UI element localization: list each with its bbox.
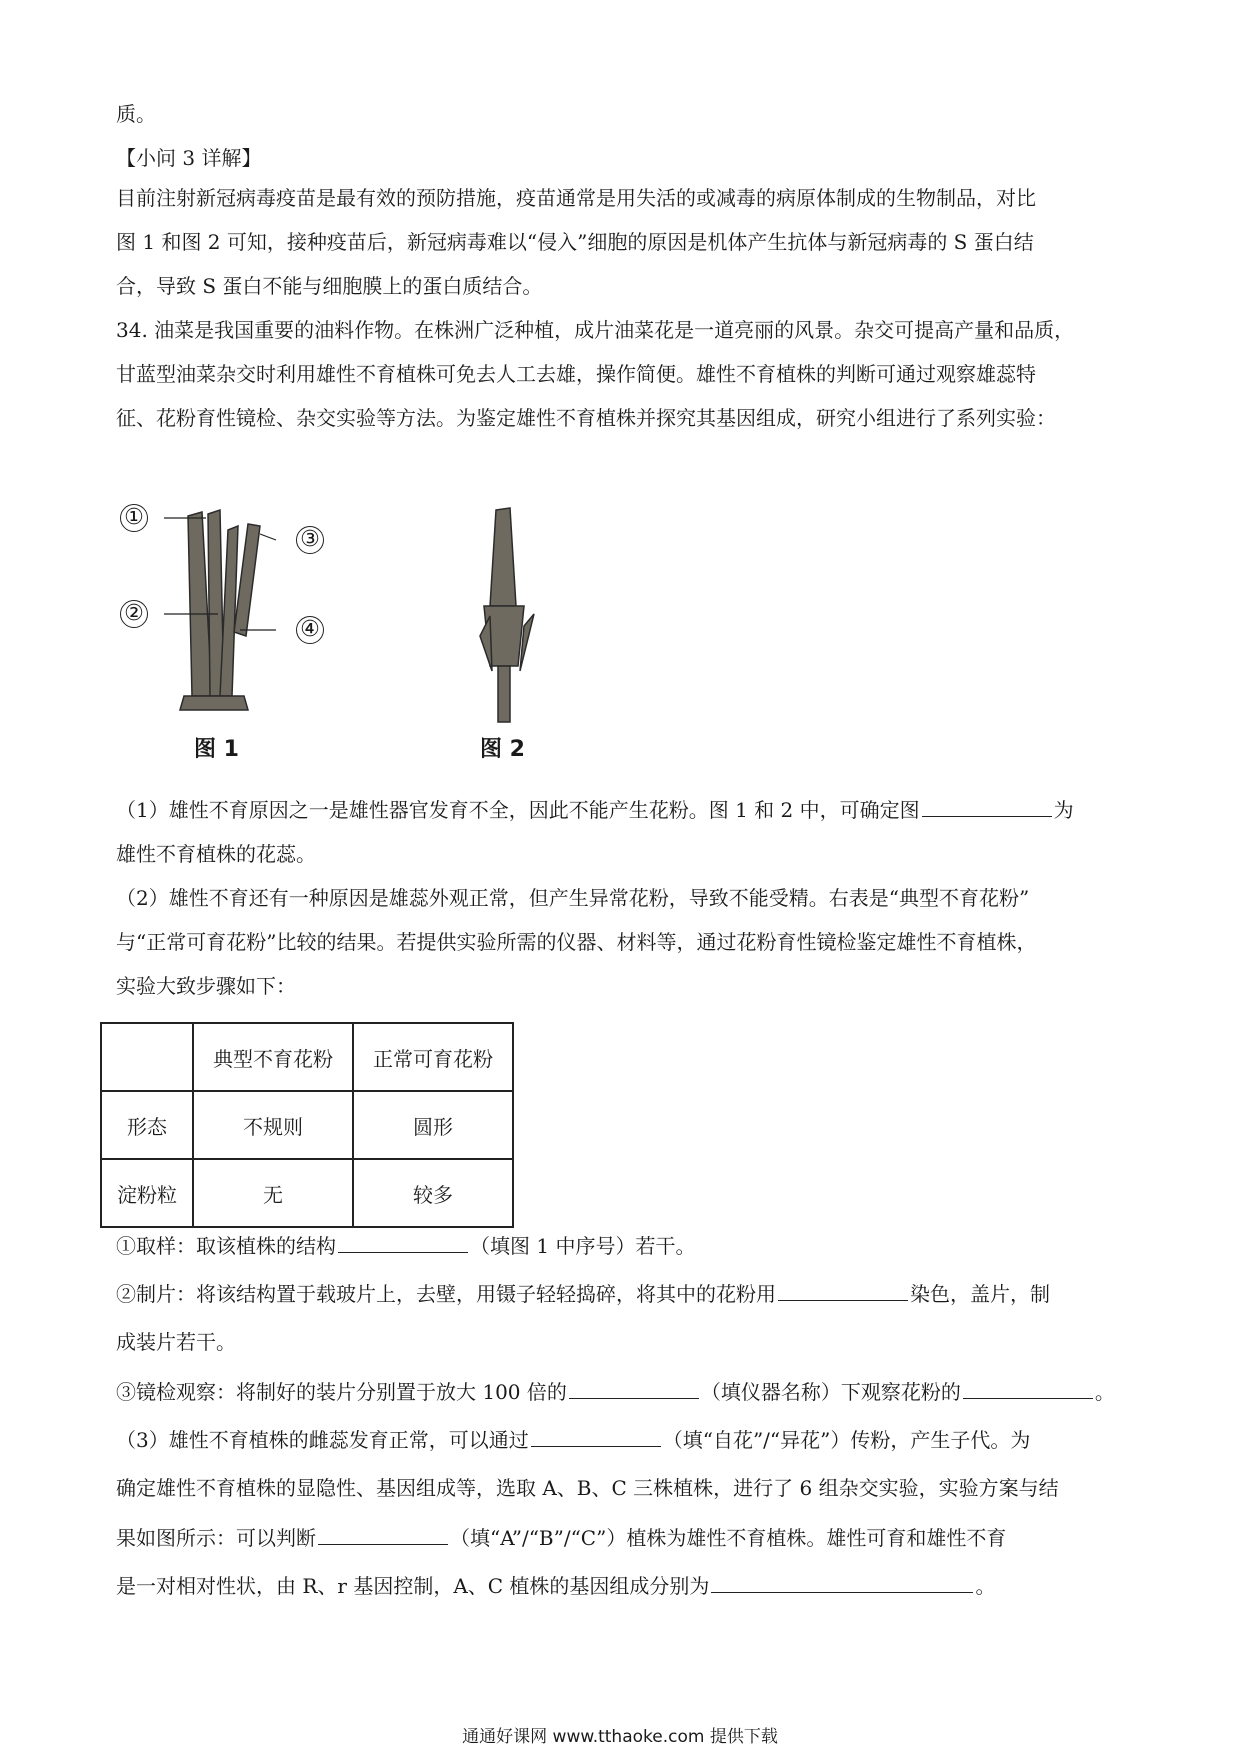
answer-blank-plant[interactable] bbox=[318, 1524, 448, 1545]
step-1-text: ①取样：取该植株的结构 bbox=[116, 1234, 336, 1258]
answer-blank-instrument[interactable] bbox=[569, 1378, 699, 1399]
marker-1: ① bbox=[120, 504, 148, 532]
text-line: 质。 bbox=[116, 102, 156, 126]
step-2-text-end: 染色，盖片，制 bbox=[910, 1282, 1050, 1306]
question-1-text: （1）雄性不育原因之一是雄性器官发育不全，因此不能产生花粉。图 1 和 2 中，可确定图 bbox=[116, 798, 920, 822]
text-line: 合，导致 S 蛋白不能与细胞膜上的蛋白质结合。 bbox=[116, 274, 543, 298]
step-3 bbox=[116, 1378, 1115, 1406]
text-line: 雄性不育植株的花蕊。 bbox=[116, 842, 316, 866]
figure-1-caption: 图 1 bbox=[194, 737, 239, 762]
question-1 bbox=[116, 796, 1074, 824]
question-3-text-end: 。 bbox=[975, 1574, 996, 1598]
footer-watermark: 通通好课网 www.tthaoke.com 提供下载 bbox=[462, 1727, 778, 1747]
text-line: 成装片若干。 bbox=[116, 1330, 236, 1354]
answer-blank-genotypes[interactable] bbox=[711, 1572, 973, 1593]
step-1 bbox=[116, 1232, 695, 1260]
step-2-text: ②制片：将该结构置于载玻片上，去壁，用镊子轻轻捣碎，将其中的花粉用 bbox=[116, 1282, 776, 1306]
marker-4: ④ bbox=[296, 616, 324, 644]
table-cell: 无 bbox=[193, 1159, 353, 1227]
step-3-text-mid: （填仪器名称）下观察花粉的 bbox=[700, 1380, 961, 1404]
table-header-cell bbox=[101, 1023, 193, 1091]
figure-2 bbox=[440, 496, 580, 766]
table-header-cell: 典型不育花粉 bbox=[193, 1023, 353, 1091]
text-line bbox=[116, 1572, 995, 1600]
figure-1 bbox=[120, 496, 350, 766]
table-cell: 不规则 bbox=[193, 1091, 353, 1159]
marker-2: ② bbox=[120, 600, 148, 628]
question-34-stem: 34. 油菜是我国重要的油料作物。在株洲广泛种植，成片油菜花是一道亮丽的风景。杂交可提高产量和品质， bbox=[116, 318, 1075, 342]
question-3-text: （3）雄性不育植株的雌蕊发育正常，可以通过 bbox=[116, 1428, 529, 1452]
question-1-text-end: 为 bbox=[1053, 798, 1074, 822]
section-heading: 【小问 3 详解】 bbox=[116, 146, 262, 170]
table-cell: 形态 bbox=[101, 1091, 193, 1159]
pollen-comparison-table bbox=[100, 1022, 514, 1228]
text-line: 征、花粉育性镜检、杂交实验等方法。为鉴定雄性不育植株并探究其基因组成，研究小组进行了系列实验： bbox=[116, 406, 1056, 430]
table-row bbox=[101, 1159, 513, 1227]
step-3-text-end: 。 bbox=[1094, 1380, 1115, 1404]
text-line: 与“正常可育花粉”比较的结果。若提供实验所需的仪器、材料等，通过花粉育性镜检鉴定雄性不育植株， bbox=[116, 930, 1037, 954]
answer-blank-structure[interactable] bbox=[338, 1232, 468, 1253]
text-line: 图 1 和图 2 可知，接种疫苗后，新冠病毒难以“侵入”细胞的原因是机体产生抗体与新冠病毒的 S 蛋白结 bbox=[116, 230, 1034, 254]
question-3-text: 是一对相对性状，由 R、r 基因控制，A、C 植株的基因组成分别为 bbox=[116, 1574, 710, 1598]
answer-blank-pollination[interactable] bbox=[531, 1426, 661, 1447]
table-header-row bbox=[101, 1023, 513, 1091]
table-row bbox=[101, 1091, 513, 1159]
answer-blank-figure[interactable] bbox=[922, 796, 1052, 817]
step-3-text: ③镜检观察：将制好的装片分别置于放大 100 倍的 bbox=[116, 1380, 567, 1404]
step-2 bbox=[116, 1280, 1050, 1308]
marker-3: ③ bbox=[296, 526, 324, 554]
text-line: 实验大致步骤如下： bbox=[116, 974, 296, 998]
text-line: 甘蓝型油菜杂交时利用雄性不育植株可免去人工去雄，操作简便。雄性不育植株的判断可通过观察雄蕊特 bbox=[116, 362, 1036, 386]
figure-2-caption: 图 2 bbox=[480, 737, 525, 762]
step-1-text-end: （填图 1 中序号）若干。 bbox=[470, 1234, 696, 1258]
pistil-illustration bbox=[440, 496, 580, 726]
question-3-text: 果如图所示：可以判断 bbox=[116, 1526, 316, 1550]
text-line: 确定雄性不育植株的显隐性、基因组成等，选取 A、B、C 三株植株，进行了 6 组杂交实验，实验方案与结 bbox=[116, 1476, 1059, 1500]
answer-blank-observation[interactable] bbox=[963, 1378, 1093, 1399]
question-3-text-end: （填“自花”/“异花”）传粉，产生子代。为 bbox=[662, 1428, 1031, 1452]
table-cell: 较多 bbox=[353, 1159, 513, 1227]
table-cell: 淀粉粒 bbox=[101, 1159, 193, 1227]
table-cell: 圆形 bbox=[353, 1091, 513, 1159]
answer-blank-stain[interactable] bbox=[778, 1280, 908, 1301]
question-2: （2）雄性不育还有一种原因是雄蕊外观正常，但产生异常花粉，导致不能受精。右表是“典型不育花粉” bbox=[116, 886, 1030, 910]
question-3-text-end: （填“A”/“B”/“C”）植株为雄性不育植株。雄性可育和雄性不育 bbox=[450, 1526, 1007, 1550]
table-header-cell: 正常可育花粉 bbox=[353, 1023, 513, 1091]
text-line bbox=[116, 1524, 1006, 1552]
question-3 bbox=[116, 1426, 1030, 1454]
text-line: 目前注射新冠病毒疫苗是最有效的预防措施，疫苗通常是用失活的或减毒的病原体制成的生物制品，对比 bbox=[116, 186, 1036, 210]
